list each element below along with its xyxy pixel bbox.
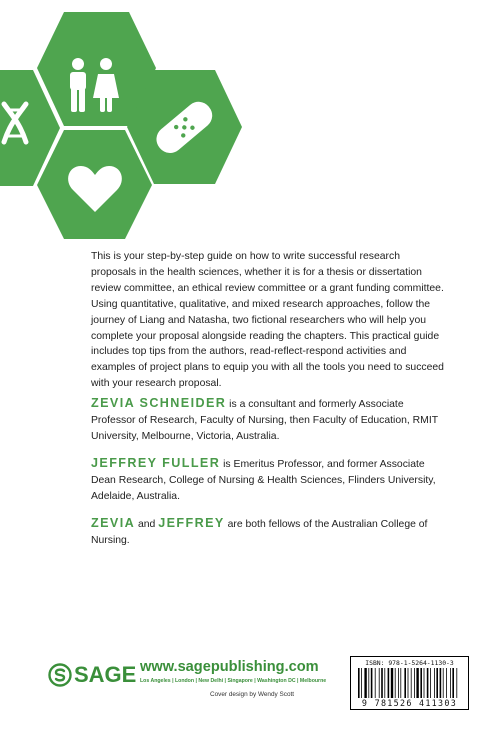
hexagon-illustration (0, 0, 495, 240)
blurb-text: This is your step-by-step guide on how to write successful research proposals in the health sciences, whether it is for a thesis or dissertation review committee, an ethical review committee or a grant funding committee. Using quantitative, qualitative, and mixed research approaches, follow the journey of Liang and Natasha, two fictional researchers who will help you complete your proposal alongside reading the chapters. This practical guide includes top tips from the authors, read-reflect-respond activities and examples of project plans to equip you with all the tools you need to succeed with your research proposal. (91, 251, 444, 390)
author-name: JEFFREY (158, 516, 225, 530)
publisher-cities: Los Angeles | London | New Delhi | Singapore | Washington DC | Melbourne (140, 678, 327, 684)
heart-hex (37, 130, 152, 239)
publisher-url-link[interactable]: www.sagepublishing.com (140, 659, 319, 675)
author-name: JEFFREY FULLER (91, 456, 221, 470)
sage-emblem-icon (48, 663, 72, 687)
authors-fellows-note: ZEVIA and JEFFREY are both fellows of the Australian College of Nursing. (91, 516, 428, 546)
isbn-label: ISBN: 978-1-5264-1130-3 (365, 659, 454, 667)
isbn-barcode (350, 656, 469, 710)
cover-credit: Cover design by Wendy Scott (210, 691, 295, 698)
author-bio-schneider (91, 396, 446, 445)
author-name: ZEVIA SCHNEIDER (91, 396, 227, 410)
author-bio-text: is Emeritus Professor, and former Associate Dean Research, College of Nursing & Health Sciences, Flinders University, Adelaide, Australia. (91, 459, 436, 502)
author-name: ZEVIA (91, 516, 136, 530)
barcode-digits: 9 781526 411303 (361, 698, 458, 708)
sage-logo (48, 659, 136, 691)
author-bio-fuller (91, 456, 446, 505)
barcode-bars (358, 668, 462, 698)
author-bio-text: is a consultant and formerly Associate Professor of Research, Faculty of Nursing, then Faculty of Education, RMIT University, Melbourne, Victoria, Australia. (91, 399, 438, 442)
sage-wordmark: SAGE (74, 662, 137, 687)
